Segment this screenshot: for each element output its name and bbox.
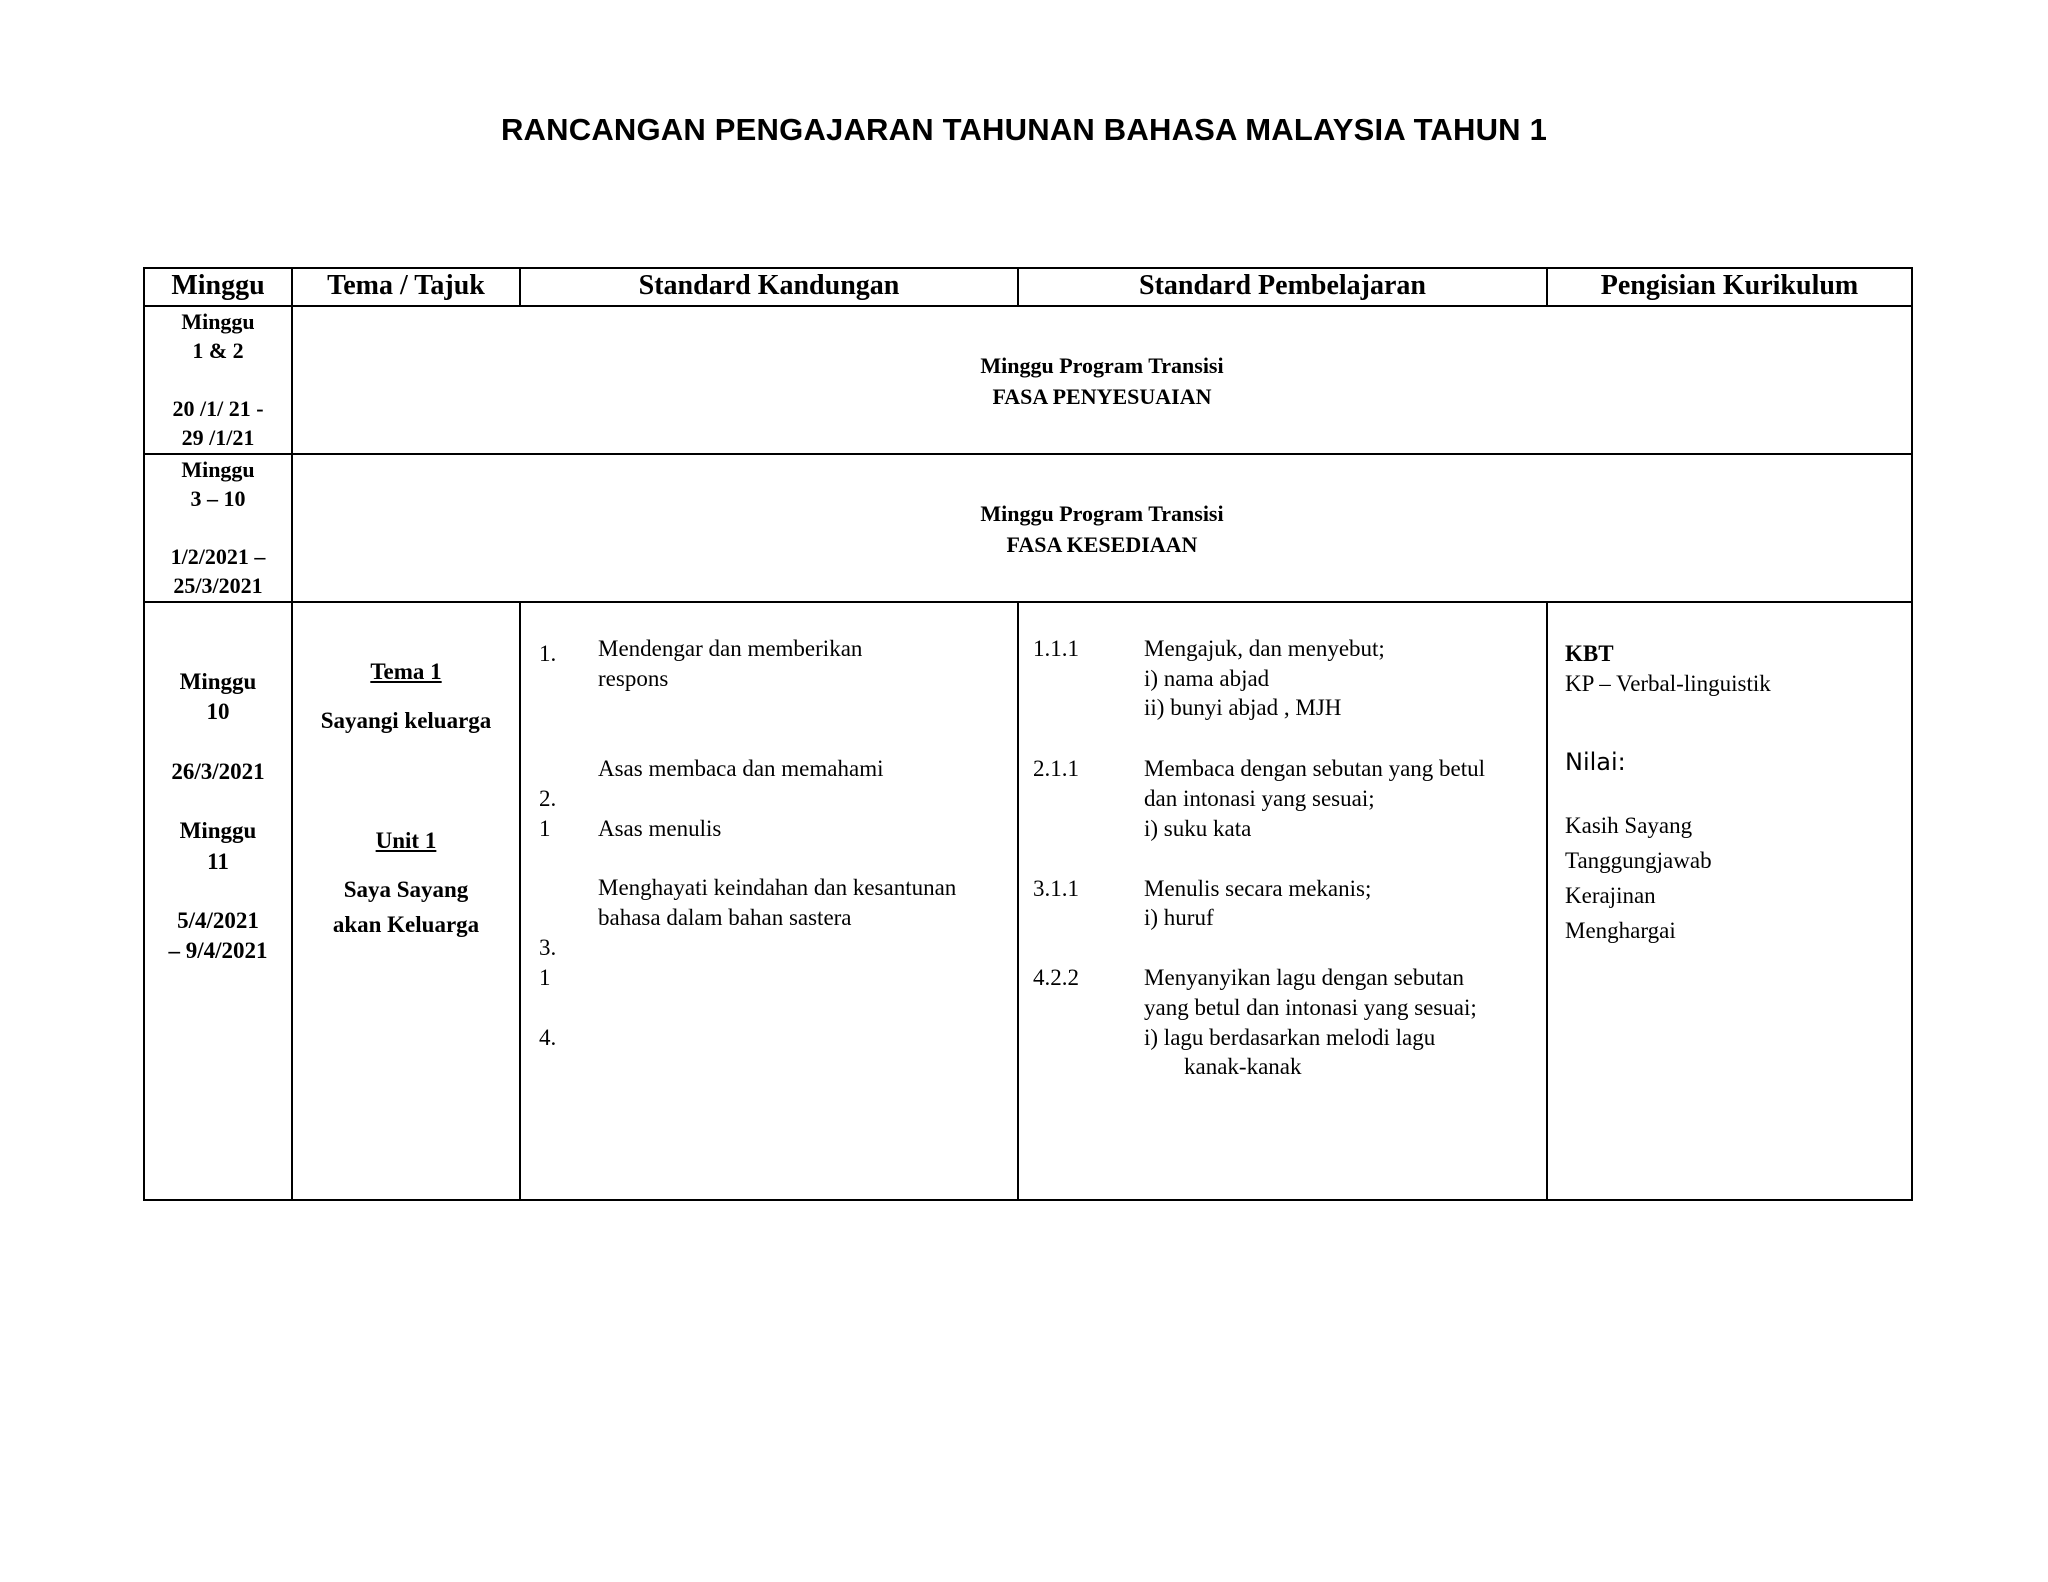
week-date: 20 /1/ 21 - bbox=[172, 396, 264, 421]
sp-text: i) suku kata bbox=[1144, 816, 1252, 841]
sp-code: 1.1.1 bbox=[1033, 636, 1079, 661]
header-pengisian-kurikulum: Pengisian Kurikulum bbox=[1547, 268, 1912, 306]
sp-text: kanak-kanak bbox=[1184, 1054, 1302, 1079]
program-label: Minggu Program Transisi bbox=[980, 501, 1224, 526]
week-date: 26/3/2021 bbox=[171, 759, 265, 784]
sp-text: i) lagu berdasarkan melodi lagu bbox=[1144, 1025, 1436, 1050]
transition-banner bbox=[292, 306, 1912, 454]
week-number: 3 – 10 bbox=[190, 486, 246, 511]
sp-text: ii) bunyi abjad , MJH bbox=[1144, 695, 1342, 720]
week-date: 25/3/2021 bbox=[173, 573, 263, 598]
sk-number: 1 bbox=[539, 965, 551, 990]
document-title: RANCANGAN PENGAJARAN TAHUNAN BAHASA MALAYSIA TAHUN 1 bbox=[500, 112, 1548, 147]
sk-item: bahasa dalam bahan sastera bbox=[598, 905, 852, 930]
tema-cell bbox=[292, 602, 520, 1200]
standard-pembelajaran-cell bbox=[1018, 602, 1547, 1200]
header-tema-tajuk: Tema / Tajuk bbox=[292, 268, 520, 306]
sk-item: Mendengar dan memberikan bbox=[598, 636, 863, 661]
week-label: Minggu bbox=[179, 818, 257, 843]
nilai-value: Kerajinan bbox=[1565, 883, 1656, 908]
sp-text: Mengajuk, dan menyebut; bbox=[1144, 636, 1385, 661]
pengisian-kurikulum-cell bbox=[1547, 602, 1912, 1200]
week-date: 29 /1/21 bbox=[181, 425, 255, 450]
week-date: – 9/4/2021 bbox=[168, 938, 268, 963]
sk-item: Asas membaca dan memahami bbox=[598, 756, 884, 781]
sk-item: respons bbox=[598, 666, 669, 691]
sp-code: 4.2.2 bbox=[1033, 965, 1079, 990]
nilai-value: Kasih Sayang bbox=[1565, 813, 1693, 838]
tema-title: Sayangi keluarga bbox=[320, 708, 492, 733]
table-row bbox=[144, 602, 1912, 1200]
table-row bbox=[144, 454, 1912, 602]
standard-kandungan-cell bbox=[520, 602, 1018, 1200]
header-minggu: Minggu bbox=[144, 268, 292, 306]
tema-label: Tema 1 bbox=[370, 659, 442, 684]
week-number: 10 bbox=[206, 699, 230, 724]
sp-text: Membaca dengan sebutan yang betul bbox=[1144, 756, 1486, 781]
sk-number: 1 bbox=[539, 816, 551, 841]
sk-number: 4. bbox=[539, 1025, 557, 1050]
sp-text: dan intonasi yang sesuai; bbox=[1144, 786, 1375, 811]
header-standard-pembelajaran: Standard Pembelajaran bbox=[1018, 268, 1547, 306]
unit-label: Unit 1 bbox=[375, 828, 437, 853]
table-row bbox=[144, 306, 1912, 454]
week-cell bbox=[144, 306, 292, 454]
nilai-value: Tanggungjawab bbox=[1565, 848, 1712, 873]
unit-title: Saya Sayang bbox=[343, 877, 469, 902]
sk-number: 1. bbox=[539, 641, 557, 666]
transition-banner bbox=[292, 454, 1912, 602]
sp-text: yang betul dan intonasi yang sesuai; bbox=[1144, 995, 1477, 1020]
phase-label: FASA PENYESUAIAN bbox=[992, 384, 1212, 409]
sp-code: 3.1.1 bbox=[1033, 876, 1079, 901]
sp-code: 2.1.1 bbox=[1033, 756, 1079, 781]
week-date: 5/4/2021 bbox=[177, 908, 259, 933]
sk-number: 2. bbox=[539, 786, 557, 811]
phase-label: FASA KESEDIAAN bbox=[1006, 532, 1198, 557]
sp-text: i) nama abjad bbox=[1144, 666, 1270, 691]
nilai-value: Menghargai bbox=[1565, 918, 1676, 943]
header-standard-kandungan: Standard Kandungan bbox=[520, 268, 1018, 306]
week-number: 11 bbox=[207, 849, 229, 874]
week-number: 1 & 2 bbox=[192, 338, 244, 363]
kbt-label: KBT bbox=[1565, 641, 1614, 666]
annual-plan-table bbox=[143, 267, 1913, 1201]
week-label: Minggu bbox=[181, 309, 255, 334]
sp-text: Menyanyikan lagu dengan sebutan bbox=[1144, 965, 1464, 990]
week-cell bbox=[144, 602, 292, 1200]
sp-text: i) huruf bbox=[1144, 905, 1214, 930]
sk-item: Menghayati keindahan dan kesantunan bbox=[598, 875, 957, 900]
sk-number: 3. bbox=[539, 935, 557, 960]
sp-text: Menulis secara mekanis; bbox=[1144, 876, 1372, 901]
table-header-row bbox=[144, 268, 1912, 306]
sk-item: Asas menulis bbox=[598, 816, 722, 841]
week-label: Minggu bbox=[181, 457, 255, 482]
nilai-label: Nilai: bbox=[1565, 748, 1626, 776]
unit-title: akan Keluarga bbox=[332, 912, 480, 937]
program-label: Minggu Program Transisi bbox=[980, 353, 1224, 378]
kp-label: KP – Verbal-linguistik bbox=[1565, 671, 1771, 696]
week-cell bbox=[144, 454, 292, 602]
week-date: 1/2/2021 – bbox=[170, 544, 266, 569]
week-label: Minggu bbox=[179, 669, 257, 694]
